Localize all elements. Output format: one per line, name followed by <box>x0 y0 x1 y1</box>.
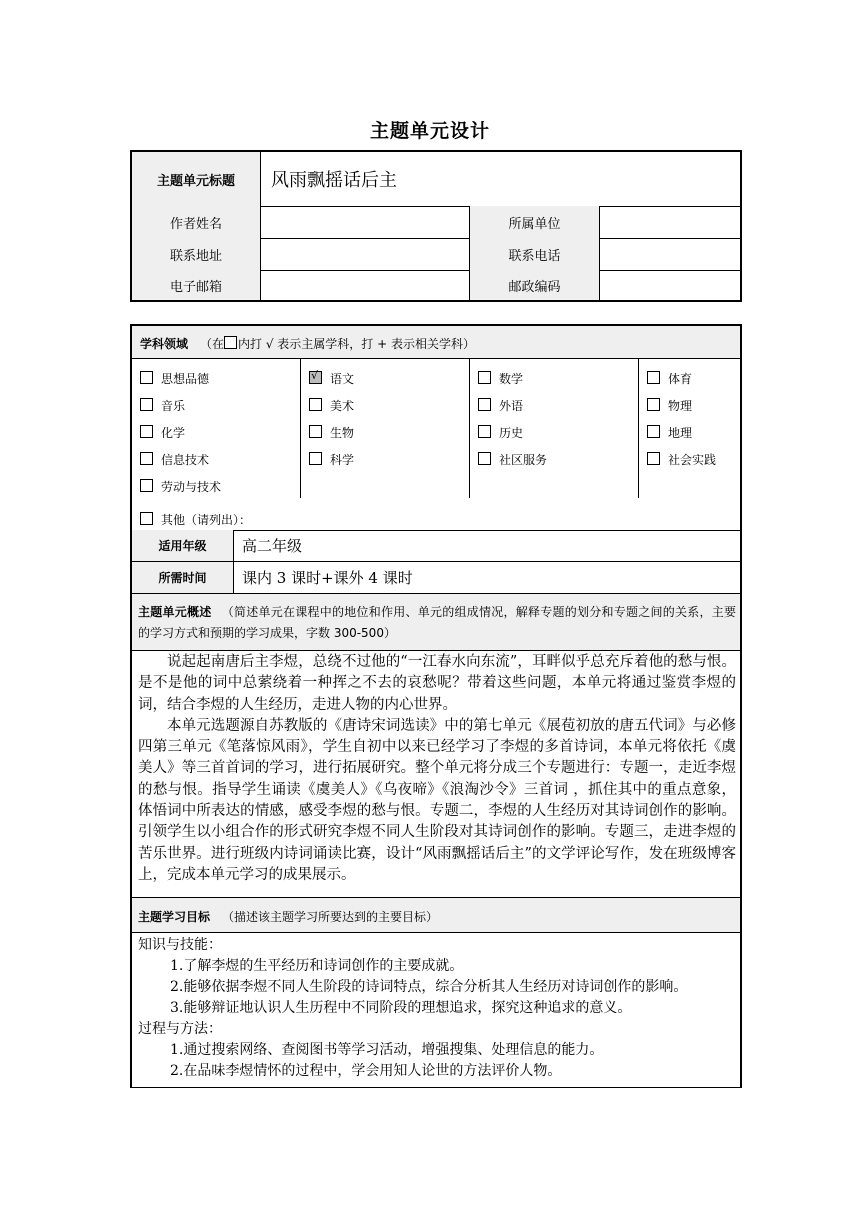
checkbox-icon[interactable] <box>647 425 660 438</box>
subject-item-label: 社区服务 <box>499 453 548 467</box>
subject-header <box>132 326 740 359</box>
grade-row <box>132 530 740 562</box>
checkbox-icon[interactable] <box>140 398 153 411</box>
unit-title-value[interactable]: 风雨飘摇话后主 <box>271 170 397 191</box>
subject-item-label: 社会实践 <box>668 453 717 467</box>
subject-item[interactable] <box>309 397 354 414</box>
subject-header-text <box>140 335 475 352</box>
divider <box>300 358 301 498</box>
grade-label: 适用年级 <box>132 530 234 561</box>
subject-item-label: 体育 <box>668 372 693 386</box>
subject-item-label: 劳动与技术 <box>161 480 222 494</box>
goal-item: 3.能够辩证地认识人生历程中不同阶段的理想追求，探究这种追求的意义。 <box>170 1000 632 1016</box>
time-row <box>132 562 740 594</box>
checked-checkbox-icon[interactable] <box>309 371 322 384</box>
page-title: 主题单元设计 <box>369 120 490 142</box>
subject-item[interactable] <box>647 397 692 414</box>
postcode-field[interactable] <box>600 270 740 300</box>
subject-item[interactable] <box>478 424 523 441</box>
unit-title-row <box>132 152 740 207</box>
subject-item[interactable] <box>647 451 716 468</box>
phone-field[interactable] <box>600 238 740 270</box>
time-label: 所需时间 <box>132 562 234 593</box>
subject-item-label: 信息技术 <box>161 453 210 467</box>
subject-item-label: 语文 <box>330 372 355 386</box>
subject-item[interactable] <box>140 397 185 414</box>
subject-item-label: 数学 <box>499 372 524 386</box>
checkbox-icon[interactable] <box>140 512 153 525</box>
checkbox-icon[interactable] <box>309 398 322 411</box>
basic-info-table <box>130 150 742 302</box>
email-label: 电子邮箱 <box>132 270 261 300</box>
subject-item[interactable] <box>140 478 221 495</box>
author-row <box>132 206 740 239</box>
subject-other-label: 其他（请列出）： <box>161 513 252 527</box>
divider <box>638 358 639 498</box>
subject-item-label: 化学 <box>161 426 186 440</box>
goals-body[interactable] <box>132 932 740 1088</box>
subject-item-label: 外语 <box>499 399 524 413</box>
checkbox-icon[interactable] <box>478 425 491 438</box>
email-field[interactable] <box>261 270 470 300</box>
phone-label: 联系电话 <box>470 238 600 270</box>
overview-header <box>132 594 740 651</box>
time-value[interactable]: 课内 3 课时+课外 4 课时 <box>242 569 413 587</box>
subject-hint-suffix: 内打 √ 表示主属学科，打 + 表示相关学科） <box>238 337 475 351</box>
checkbox-icon[interactable] <box>647 371 660 384</box>
checkbox-sample-icon <box>224 336 237 349</box>
subject-item-label: 美术 <box>330 399 355 413</box>
subject-item[interactable] <box>478 370 523 387</box>
overview-hint: （简述单元在课程中的地位和作用、单元的组成情况，解释专题的划分和专题之间的关系，主要的学习方式和预期的学习成果，字数 300-500） <box>138 605 736 640</box>
overview-label: 主题单元概述 <box>138 605 212 619</box>
checkbox-icon[interactable] <box>140 452 153 465</box>
subject-item[interactable] <box>309 370 354 387</box>
email-row <box>132 270 740 300</box>
goal-item: 1.通过搜索网络、查阅图书等学习活动，增强搜集、处理信息的能力。 <box>170 1042 604 1058</box>
checkbox-icon[interactable] <box>309 425 322 438</box>
checkbox-icon[interactable] <box>647 452 660 465</box>
author-label: 作者姓名 <box>132 206 261 238</box>
grade-value[interactable]: 高二年级 <box>242 537 303 555</box>
divider <box>469 358 470 498</box>
address-row <box>132 238 740 271</box>
subject-item[interactable] <box>140 424 185 441</box>
checkbox-icon[interactable] <box>140 479 153 492</box>
checkbox-icon[interactable] <box>647 398 660 411</box>
address-field[interactable] <box>261 238 470 270</box>
subject-item-label: 地理 <box>668 426 693 440</box>
unit-label: 所属单位 <box>470 206 600 238</box>
subject-item[interactable] <box>309 424 354 441</box>
subject-item-label: 物理 <box>668 399 693 413</box>
overview-paragraph: 说起起南唐后主李煜，总绕不过他的“一江春水向东流”，耳畔似乎总充斥着他的愁与恨。是不是他的词中总萦绕着一种挥之不去的哀愁呢？带着这些问题，本单元将通过鉴赏李煜的词，结合李煜的人生经历，走进人物的内心世界。 <box>138 654 736 713</box>
subject-item[interactable] <box>309 451 354 468</box>
checkbox-icon[interactable] <box>478 398 491 411</box>
address-label: 联系地址 <box>132 238 261 270</box>
unit-title-label: 主题单元标题 <box>132 152 261 206</box>
subject-item-label: 生物 <box>330 426 355 440</box>
subject-item[interactable] <box>647 424 692 441</box>
subject-item-label: 思想品德 <box>161 372 210 386</box>
unit-field[interactable] <box>600 206 740 238</box>
overview-body[interactable] <box>132 650 740 898</box>
overview-paragraph: 本单元选题源自苏教版的《唐诗宋词选读》中的第七单元《展苞初放的唐五代词》与必修四第三单元《笔落惊风雨》，学生自初中以来已经学习了李煜的多首诗词，本单元将依托《虞美人》等三首首词的学习，进行拓展研究。整个单元将分成三个专题进行：专题一，走近李煜的愁与恨。指导学生诵读《虞美人》《乌夜啼》《浪淘沙令》三首词 ，抓住其中的重点意象，体悟词中所表达的情感，感受李煜的愁与恨。专题二，李煜的人生经历对其诗词创作的影响。引领学生以小组合作的形式研究李煜不同人生阶段对其诗词创作的影响。专题三，走进李煜的苦乐世界。进行班级内诗词诵读比赛，设计“风雨飘摇话后主”的文学评论写作，发在班级博客上，完成本单元学习的成果展示。 <box>138 717 736 883</box>
goal-section-heading: 知识与技能： <box>138 937 222 953</box>
subject-hint-prefix: （在 <box>200 337 225 351</box>
checkbox-icon[interactable] <box>140 371 153 384</box>
goal-item: 2.能够依据李煜不同人生阶段的诗词特点，综合分析其人生经历对诗词创作的影响。 <box>170 979 688 995</box>
unit-design-table <box>130 324 742 1088</box>
subject-item[interactable] <box>647 370 692 387</box>
subject-item-label: 历史 <box>499 426 524 440</box>
goals-hint: （描述该主题学习所要达到的主要目标） <box>222 910 439 924</box>
subject-item-label: 科学 <box>330 453 355 467</box>
subject-item[interactable] <box>140 370 209 387</box>
goal-item: 1.了解李煜的生平经历和诗词创作的主要成就。 <box>170 958 464 974</box>
goals-header-text <box>138 908 438 925</box>
subject-item[interactable] <box>140 451 209 468</box>
goal-section-heading: 过程与方法： <box>138 1021 222 1037</box>
subject-grid <box>132 358 740 498</box>
subject-item[interactable] <box>478 397 523 414</box>
checkbox-icon[interactable] <box>140 425 153 438</box>
checkbox-icon[interactable] <box>309 452 322 465</box>
goals-header <box>132 898 740 933</box>
subject-other[interactable] <box>140 511 251 528</box>
author-field[interactable] <box>261 206 470 238</box>
subject-item-label: 音乐 <box>161 399 186 413</box>
goals-label: 主题学习目标 <box>138 910 211 924</box>
subject-label: 学科领域 <box>140 337 189 351</box>
checkbox-icon[interactable] <box>478 452 491 465</box>
goal-item: 2.在品味李煜情怀的过程中，学会用知人论世的方法评价人物。 <box>170 1063 562 1079</box>
checkbox-icon[interactable] <box>478 371 491 384</box>
postcode-label: 邮政编码 <box>470 270 600 300</box>
subject-item[interactable] <box>478 451 547 468</box>
overview-header-text <box>138 602 736 644</box>
